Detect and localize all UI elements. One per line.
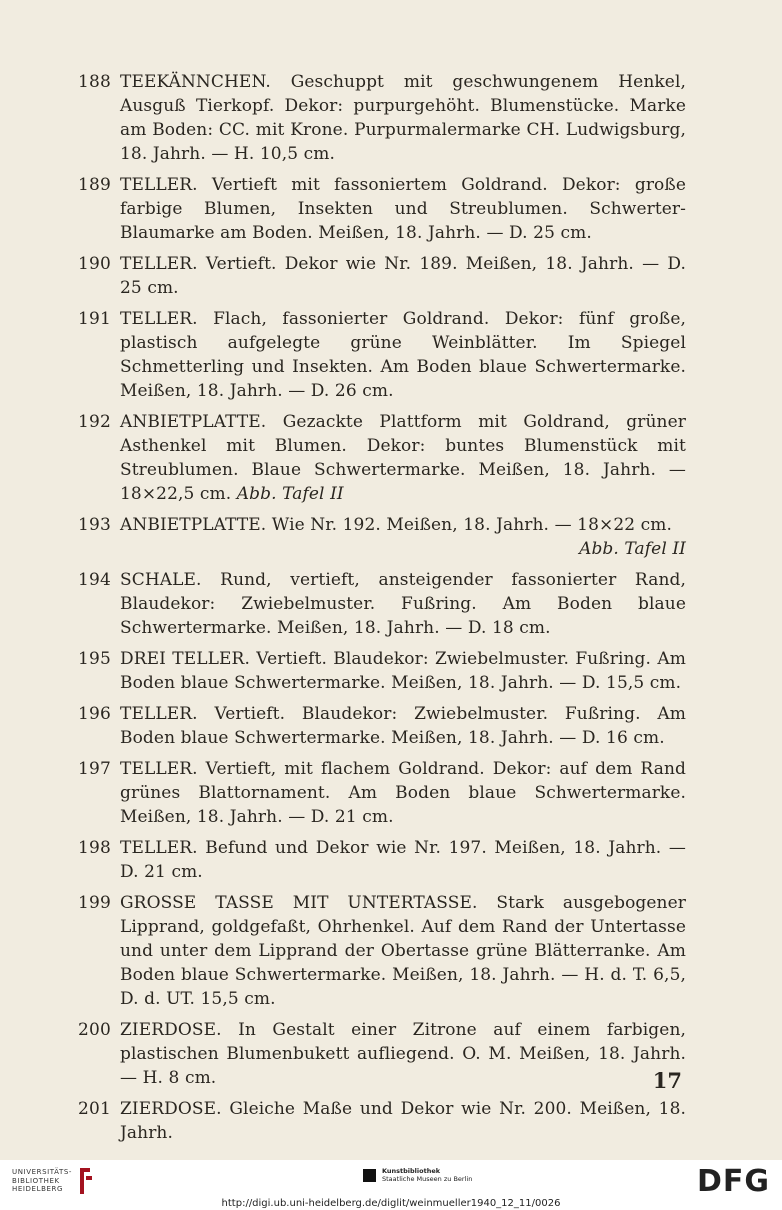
entry-body: ANBIETPLATTE. Wie Nr. 192. Meißen, 18. Jahrh. — 18×22 cm. <box>120 515 673 535</box>
uni-line: HEIDELBERG <box>12 1185 63 1193</box>
entry <box>78 410 686 506</box>
figure-reference: Abb. Tafel II <box>236 484 344 504</box>
entry-text: TELLER. Vertieft. Dekor wie Nr. 189. Meißen, 18. Jahrh. — D. 25 cm. <box>120 254 686 298</box>
entry <box>78 647 686 695</box>
kb-subtitle: Staatliche Museen zu Berlin <box>382 1175 473 1183</box>
university-library-label <box>12 1168 72 1194</box>
entry <box>78 891 686 1011</box>
entry-number: 196 <box>78 704 112 724</box>
entry-number: 200 <box>78 1020 112 1040</box>
entry-number: 199 <box>78 893 112 913</box>
entry-text: ZIERDOSE. Gleiche Maße und Dekor wie Nr. 200. Meißen, 18. Jahrh. <box>120 1099 686 1143</box>
dfg-logo: DFG <box>696 1164 770 1199</box>
entry-text: DREI TELLER. Vertieft. Blaudekor: Zwiebelmuster. Fußring. Am Boden blaue Schwertermarke. Meißen, 18. Jahrh. — D. 15,5 cm. <box>120 649 686 693</box>
entry <box>78 1097 686 1145</box>
entry-text: TELLER. Befund und Dekor wie Nr. 197. Meißen, 18. Jahrh. — D. 21 cm. <box>120 838 686 882</box>
figure-reference: Abb. Tafel II <box>579 539 686 559</box>
entry-text: SCHALE. Rund, vertieft, ansteigender fassonierter Rand, Blaudekor: Zwiebelmuster. Fußring. Am Boden blaue Schwertermarke. Meißen, 18. Jahrh. — D. 18 cm. <box>120 570 686 638</box>
entry <box>78 702 686 750</box>
entry <box>78 568 686 640</box>
entry <box>78 836 686 884</box>
entry <box>78 513 686 561</box>
uni-line: UNIVERSITÄTS- <box>12 1168 73 1176</box>
kb-title: Kunstbibliothek <box>382 1167 441 1175</box>
entry-text <box>120 513 686 561</box>
entry-text: TELLER. Vertieft. Blaudekor: Zwiebelmuster. Fußring. Am Boden blaue Schwertermarke. Meißen, 18. Jahrh. — D. 16 cm. <box>120 704 686 748</box>
entry-number: 192 <box>78 412 112 432</box>
entry <box>78 1018 686 1090</box>
entry <box>78 757 686 829</box>
source-url[interactable]: http://digi.ub.uni-heidelberg.de/diglit/weinmueller1940_12_11/0026 <box>221 1198 561 1209</box>
entry-number: 193 <box>78 515 112 535</box>
entry-text <box>120 410 686 506</box>
footer-bar <box>0 1160 782 1210</box>
entry-number: 188 <box>78 72 112 92</box>
entry-text: GROSSE TASSE MIT UNTERTASSE. Stark ausgebogener Lipprand, goldgefaßt, Ohrhenkel. Auf dem Rand der Untertasse und unter dem Lipprand der Obertasse grüne Blätterranke. Am Boden blaue Schwertermarke. Meißen, 18. Jahrh. — H. d. T. 6,5, D. d. UT. 15,5 cm. <box>120 893 686 1009</box>
entry-number: 198 <box>78 838 112 858</box>
entry <box>78 307 686 403</box>
university-logo-icon <box>74 1166 96 1196</box>
entry-number: 195 <box>78 649 112 669</box>
entry-text: TELLER. Vertieft mit fassoniertem Goldrand. Dekor: große farbige Blumen, Insekten und Streublumen. Schwerter-Blaumarke am Boden. Meißen, 18. Jahrh. — D. 25 cm. <box>120 175 686 243</box>
entry-text: TELLER. Vertieft, mit flachem Goldrand. Dekor: auf dem Rand grünes Blattornament. Am Boden blaue Schwertermarke. Meißen, 18. Jahrh. — D. 21 cm. <box>120 759 686 827</box>
entry-body: ANBIETPLATTE. Gezackte Plattform mit Goldrand, grüner Asthenkel mit Blumen. Dekor: buntes Blumenstück mit Streublumen. Blaue Schwertermarke. Meißen, 18. Jahrh. — 18×22,5 cm. <box>120 412 686 504</box>
entry-list <box>78 70 686 1152</box>
entry-number: 197 <box>78 759 112 779</box>
uni-line: BIBLIOTHEK <box>12 1176 60 1185</box>
entry-text: TEEKÄNNCHEN. Geschuppt mit geschwungenem Henkel, Ausguß Tierkopf. Dekor: purpurgehöht. Blumenstücke. Marke am Boden: CC. mit Krone. Purpurmalermarke CH. Ludwigsburg, 18. Jahrh. — H. 10,5 cm. <box>120 72 686 164</box>
entry-number: 190 <box>78 254 112 274</box>
entry <box>78 173 686 245</box>
entry-number: 201 <box>78 1099 112 1119</box>
entry <box>78 252 686 300</box>
entry-text: TELLER. Flach, fassonierter Goldrand. Dekor: fünf große, plastisch aufgelegte grüne Weinblätter. Im Spiegel Schmetterling und Insekten. Am Boden blaue Schwertermarke. Meißen, 18. Jahrh. — D. 26 cm. <box>120 309 686 401</box>
entry-number: 191 <box>78 309 112 329</box>
kunstbibliothek-label <box>382 1167 472 1183</box>
entry-number: 194 <box>78 570 112 590</box>
entry <box>78 70 686 166</box>
kunstbibliothek-logo-icon <box>363 1169 376 1182</box>
page-number: 17 <box>652 1068 682 1093</box>
entry-text: ZIERDOSE. In Gestalt einer Zitrone auf einem farbigen, plastischen Blumenbukett aufliegend. O. M. Meißen, 18. Jahrh. — H. 8 cm. <box>120 1020 686 1088</box>
entry-number: 189 <box>78 175 112 195</box>
